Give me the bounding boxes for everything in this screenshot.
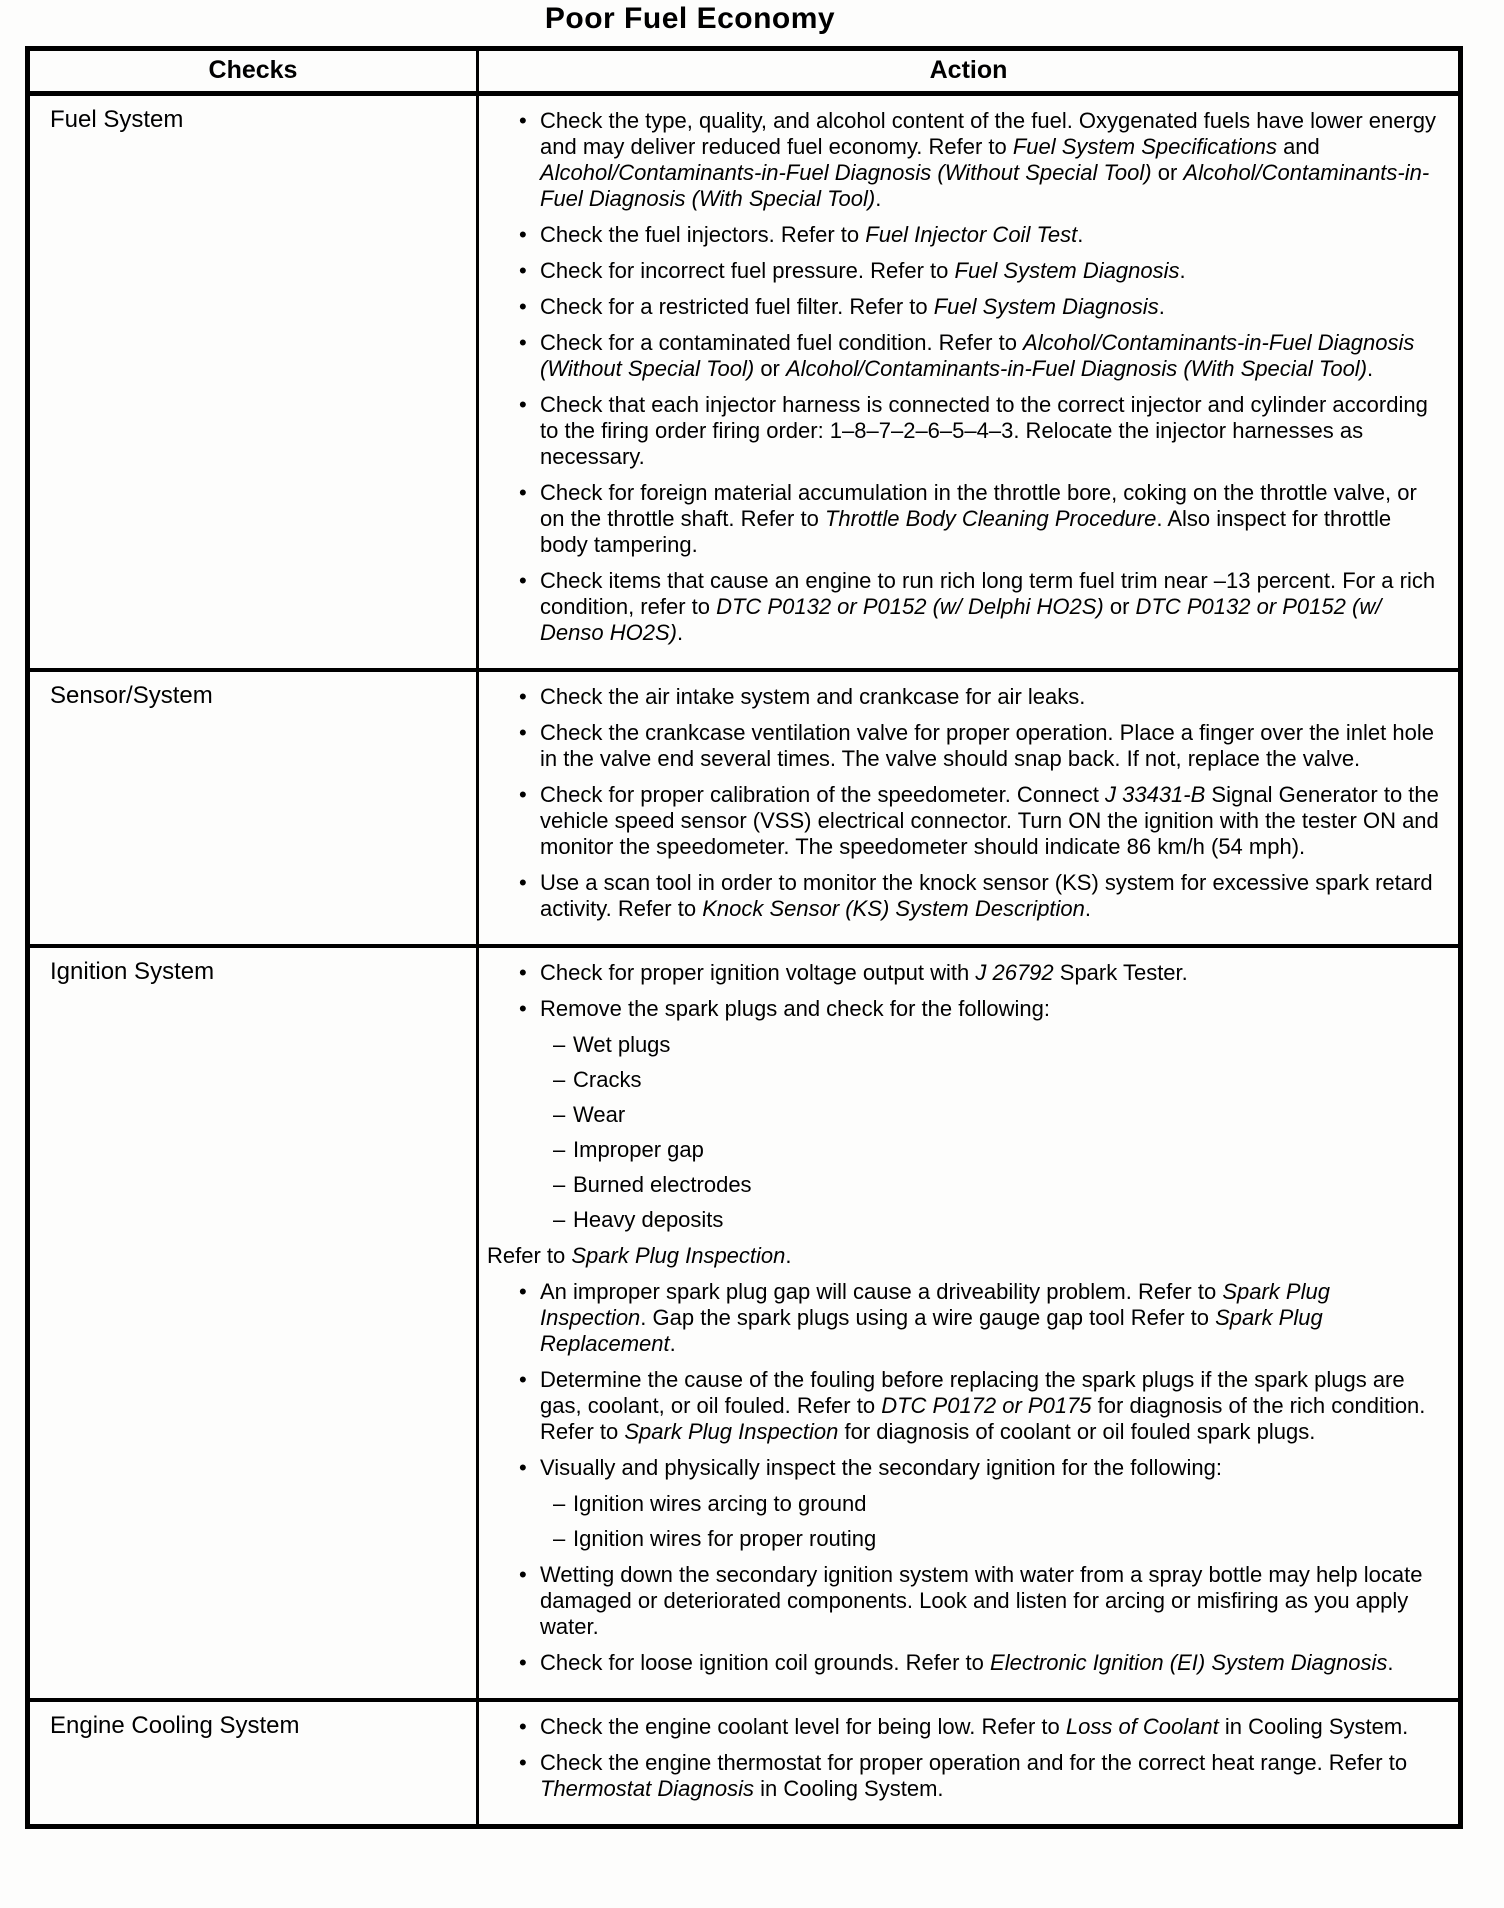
text-segment: Check the type, quality, and alcohol content of the fuel. Oxygenated fuels have lower energy and may deliver reduced fuel economy. Refer to [540,108,1437,159]
action-text [540,1367,1442,1445]
text-segment: Check for proper ignition voltage output with [540,960,976,985]
action-list-item [479,392,1442,470]
checks-column-header: Checks [28,49,478,94]
text-segment: DTC P0132 or P0152 (w/ Denso HO2S) [540,594,1382,645]
action-text [540,1714,1442,1740]
action-text [540,960,1442,986]
action-text [540,480,1442,558]
text-segment: J 33431-B [1105,782,1206,807]
text-segment: DTC P0172 or P0175 [881,1393,1092,1418]
sub-list-item [479,1137,1442,1163]
text-segment: or [1103,594,1136,619]
bullet-marker: • [519,684,527,709]
check-label: Ignition System [50,958,215,985]
action-list-item [479,1562,1442,1640]
text-segment: Spark Tester. [1053,960,1188,985]
text-segment: Visually and physically inspect the secondary ignition for the following: [540,1455,1222,1480]
text-segment: Check for foreign material accumulation in the throttle bore, coking on the throttle valve, or on the throttle shaft. Refer to [540,480,1417,531]
check-cell [28,946,478,1700]
action-text [573,1172,1442,1198]
text-segment: for diagnosis of coolant or oil fouled spark plugs. [838,1419,1316,1444]
text-segment: for diagnosis of the rich condition. Refer to [540,1393,1426,1444]
sub-list-item [479,1526,1442,1552]
text-segment: Refer to [487,1243,572,1268]
text-segment: Knock Sensor (KS) System Description [702,896,1085,921]
text-segment: An improper spark plug gap will cause a driveability problem. Refer to [540,1279,1223,1304]
action-list-item [479,222,1442,248]
action-text [540,996,1442,1022]
text-segment: Wear [573,1102,626,1127]
action-cell [478,670,1461,946]
text-segment: . [1367,356,1374,381]
dash-marker: – [553,1526,566,1551]
bullet-marker: • [519,330,527,355]
text-segment: Ignition wires for proper routing [573,1526,877,1551]
action-list-item [479,1714,1442,1740]
action-text [540,258,1442,284]
text-segment: . [785,1243,792,1268]
dash-marker: – [553,1102,566,1127]
text-segment: Spark Plug Replacement [540,1305,1323,1356]
dash-marker: – [553,1032,566,1057]
action-cell [478,946,1461,1700]
action-text [573,1207,1442,1233]
action-list-item [479,568,1442,646]
text-segment: Check for loose ignition coil grounds. Refer to [540,1650,991,1675]
action-list-item [479,294,1442,320]
action-text [573,1102,1442,1128]
action-text [540,870,1442,922]
bullet-marker: • [519,222,527,247]
text-segment: Burned electrodes [573,1172,752,1197]
action-list-item [479,870,1442,922]
text-segment: Check for a contaminated fuel condition. Refer to [540,330,1024,355]
text-segment: Fuel System Diagnosis [933,294,1159,319]
action-list-item [479,1367,1442,1445]
text-segment: Throttle Body Cleaning Procedure [824,506,1157,531]
bullet-marker: • [519,782,527,807]
dash-marker: – [553,1491,566,1516]
text-segment: and [1276,134,1320,159]
bullet-marker: • [519,1367,527,1392]
bullet-marker: • [519,1455,527,1480]
check-label: Engine Cooling System [50,1712,300,1739]
dash-marker: – [553,1207,566,1232]
bullet-marker: • [519,1750,527,1775]
action-text [540,330,1442,382]
action-text [540,720,1442,772]
text-segment: Signal Generator to the vehicle speed sensor (VSS) electrical connector. Turn ON the ignition with the tester ON and monitor the speedometer. The speedometer should indicate 86 km/h (54 mph). [540,782,1439,859]
action-cell [478,94,1461,671]
action-list-item [479,960,1442,986]
text-segment: J 26792 [975,960,1054,985]
check-cell [28,1700,478,1827]
text-segment: Check the fuel injectors. Refer to [540,222,866,247]
table-row [28,1700,1461,1827]
note-line [479,1243,1442,1269]
action-list-item [479,1455,1442,1481]
table-row [28,946,1461,1700]
text-segment: . [1387,1650,1394,1675]
text-segment: Alcohol/Contaminants-in-Fuel Diagnosis (Without Special Tool) [540,160,1152,185]
text-segment: . [669,1331,676,1356]
action-text [540,1650,1442,1676]
text-segment: Check that each injector harness is connected to the correct injector and cylinder according to the firing order firing order: 1–8–7–2–6–5–4–3. Relocate the injector harnesses as necessary. [540,392,1428,469]
action-text [573,1526,1442,1552]
text-segment: Spark Plug Inspection [624,1419,839,1444]
sub-list-item [479,1102,1442,1128]
text-segment: Determine the cause of the fouling before replacing the spark plugs if the spark plugs are gas, coolant, or oil fouled. Refer to [540,1367,1405,1418]
action-text [540,568,1442,646]
text-segment: . [676,620,684,645]
action-text [573,1067,1442,1093]
text-segment: Electronic Ignition (EI) System Diagnosis [990,1650,1388,1675]
text-segment: Fuel Injector Coil Test [865,222,1078,247]
bullet-marker: • [519,996,527,1021]
text-segment: Alcohol/Contaminants-in-Fuel Diagnosis (Without Special Tool) [540,330,1415,381]
bullet-marker: • [519,870,527,895]
action-column-header: Action [478,49,1461,94]
text-segment: or [1151,160,1184,185]
diagnostic-table [25,46,1463,1829]
text-segment: Wetting down the secondary ignition system with water from a spray bottle may help locate damaged or deteriorated components. Look and listen for arcing or misfiring as you apply water. [540,1562,1423,1639]
action-text [573,1032,1442,1058]
sub-list-item [479,1032,1442,1058]
text-segment: Alcohol/Contaminants-in-Fuel Diagnosis (With Special Tool) [786,356,1368,381]
action-text [540,294,1442,320]
text-segment: . Gap the spark plugs using a wire gauge gap tool Refer to [640,1305,1216,1330]
text-segment: Check the air intake system and crankcase for air leaks. [540,684,1086,709]
text-segment: . [1179,258,1186,283]
bullet-marker: • [519,1562,527,1587]
action-text [540,108,1442,212]
action-list-item [479,720,1442,772]
text-segment: DTC P0132 or P0152 (w/ Delphi HO2S) [716,594,1104,619]
text-segment: Check the crankcase ventilation valve for proper operation. Place a finger over the inlet hole in the valve end several times. The valve should snap back. If not, replace the valve. [540,720,1434,771]
text-segment: Spark Plug Inspection [571,1243,786,1268]
action-text [573,1137,1442,1163]
action-list-item [479,1750,1442,1802]
bullet-marker: • [519,720,527,745]
action-list-item [479,330,1442,382]
text-segment: Remove the spark plugs and check for the following: [540,996,1050,1021]
text-segment: . [1084,896,1092,921]
action-list-item [479,1650,1442,1676]
text-segment: in Cooling System. [753,1776,944,1801]
action-text [540,222,1442,248]
text-segment: Ignition wires arcing to ground [573,1491,867,1516]
action-text [540,1562,1442,1640]
bullet-marker: • [519,1714,527,1739]
text-segment: Spark Plug Inspection [540,1279,1330,1330]
check-label: Sensor/System [50,682,213,709]
text-segment: Cracks [573,1067,642,1092]
action-list-item [479,480,1442,558]
sub-list-item [479,1491,1442,1517]
bullet-marker: • [519,1279,527,1304]
dash-marker: – [553,1172,566,1197]
sub-list-item [479,1172,1442,1198]
text-segment: in Cooling System. [1218,1714,1409,1739]
bullet-marker: • [519,294,527,319]
action-text [540,1455,1442,1481]
action-text [573,1491,1442,1517]
text-segment: Heavy deposits [573,1207,724,1232]
bullet-marker: • [519,392,527,417]
text-segment: . [1158,294,1165,319]
dash-marker: – [553,1067,566,1092]
check-cell [28,670,478,946]
check-cell [28,94,478,671]
bullet-marker: • [519,1650,527,1675]
check-label: Fuel System [50,106,184,133]
text-segment: . [1077,222,1084,247]
text-segment: or [754,356,786,381]
bullet-marker: • [519,960,527,985]
page-title: Poor Fuel Economy [544,2,836,35]
bullet-marker: • [519,568,527,593]
bullet-marker: • [519,108,527,133]
action-text [540,782,1442,860]
text-segment: Alcohol/Contaminants-in-Fuel Diagnosis (With Special Tool) [540,160,1430,211]
text-segment: Check items that cause an engine to run rich long term fuel trim near –13 percent. For a rich condition, refer to [540,568,1436,619]
text-segment: . [875,186,882,211]
text-segment: Fuel System Diagnosis [954,258,1180,283]
action-list-item [479,108,1442,212]
text-segment: Check for a restricted fuel filter. Refer to [540,294,934,319]
action-text [540,1279,1442,1357]
bullet-marker: • [519,480,527,505]
bullet-marker: • [519,258,527,283]
action-cell [478,1700,1461,1827]
action-list-item [479,258,1442,284]
text-segment: Thermostat Diagnosis [540,1776,754,1801]
text-segment: Check the engine thermostat for proper operation and for the correct heat range. Refer to [540,1750,1408,1775]
text-segment: Check for incorrect fuel pressure. Refer to [540,258,955,283]
action-text [540,392,1442,470]
text-segment: Improper gap [573,1137,704,1162]
table-header-row [28,49,1461,94]
text-segment: Fuel System Specifications [1012,134,1277,159]
table-row [28,670,1461,946]
dash-marker: – [553,1137,566,1162]
text-segment: Wet plugs [573,1032,671,1057]
text-segment: Loss of Coolant [1065,1714,1219,1739]
action-list-item [479,684,1442,710]
text-segment: Use a scan tool in order to monitor the knock sensor (KS) system for excessive spark retard activity. Refer to [540,870,1433,921]
table-row [28,94,1461,671]
text-segment: Check the engine coolant level for being low. Refer to [540,1714,1066,1739]
text-segment: . Also inspect for throttle body tampering. [540,506,1392,557]
text-segment: Check for proper calibration of the speedometer. Connect [540,782,1105,807]
action-text [540,684,1442,710]
action-text [487,1243,1442,1269]
sub-list-item [479,1207,1442,1233]
action-list-item [479,996,1442,1022]
action-text [540,1750,1442,1802]
action-list-item [479,1279,1442,1357]
sub-list-item [479,1067,1442,1093]
action-list-item [479,782,1442,860]
